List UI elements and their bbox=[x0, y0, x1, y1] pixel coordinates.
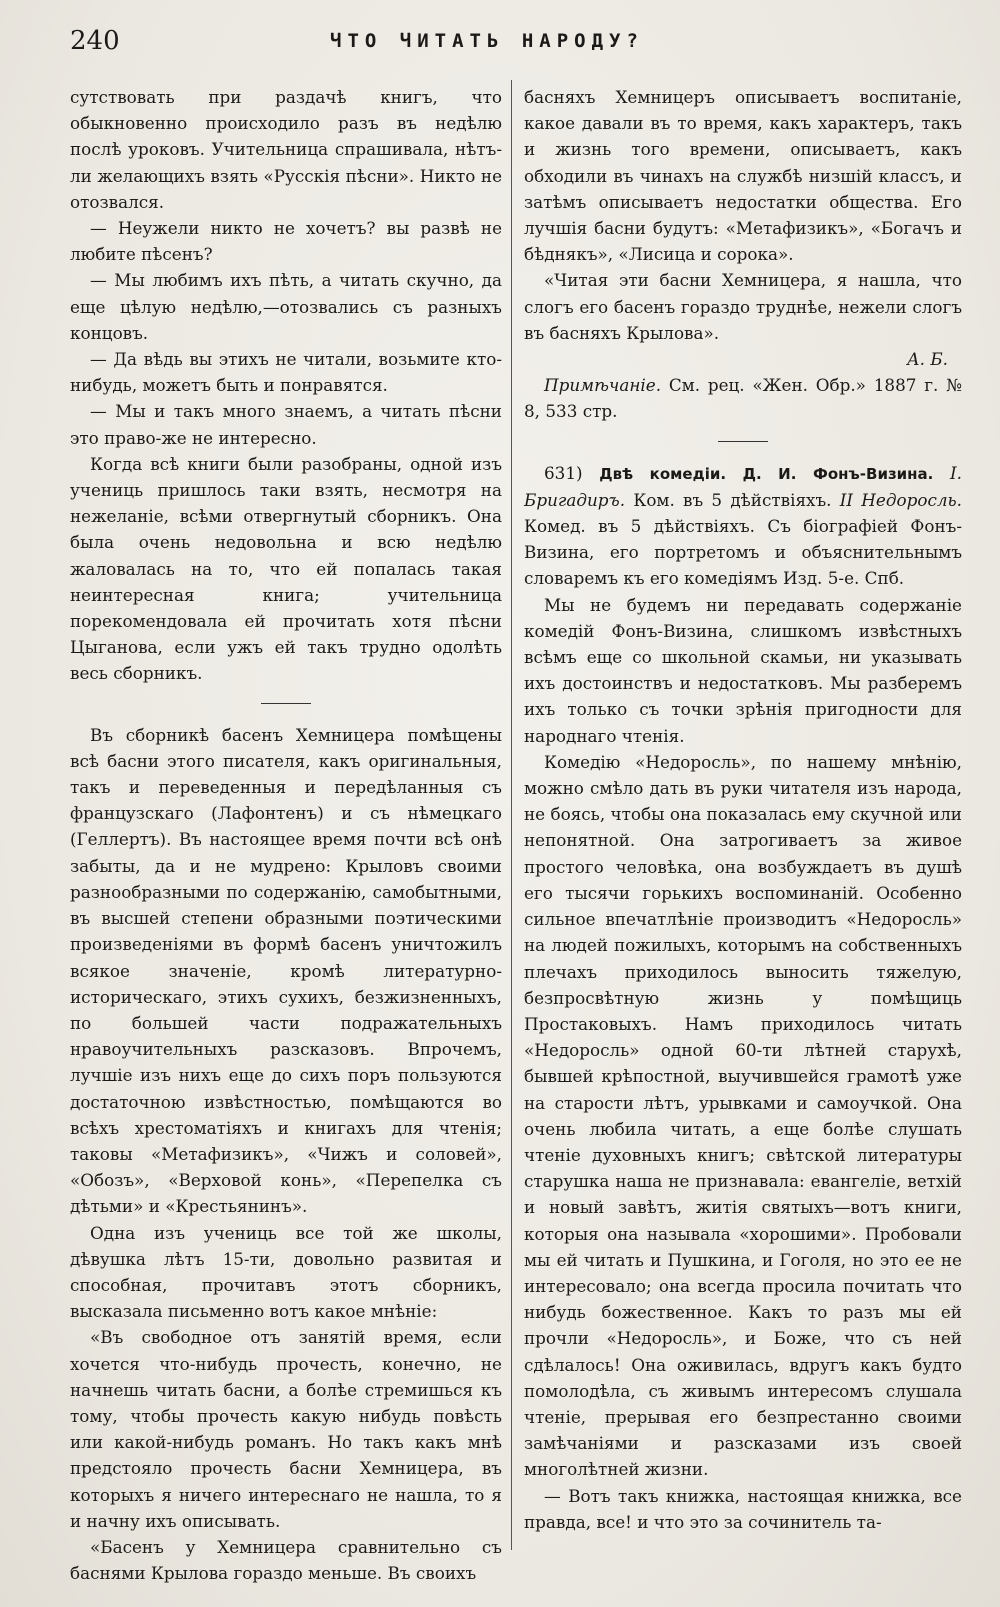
paragraph: Мы не будемъ ни передавать содержаніе комедій Фонъ-Визина, слишкомъ извѣстныхъ всѣмъ еще со школьной скамьи, ни указывать ихъ достоинствъ и недостатковъ. Мы разберемъ ихъ только съ точки зрѣнія пригодности для народнаго чтенія. bbox=[524, 594, 962, 746]
paragraph: Одна изъ учениць все той же школы, дѣвушка лѣтъ 15-ти, довольно развитая и способная, прочитавъ этотъ сборникъ, высказала письменно вотъ какое мнѣніе: bbox=[70, 1222, 502, 1322]
left-column bbox=[70, 84, 502, 1586]
paragraph: Въ сборникѣ басенъ Хемницера помѣщены всѣ басни этого писателя, какъ оригинальныя, такъ и переведенныя и передѣланныя съ французскаго (Лафонтенъ) и съ нѣмецкаго (Геллертъ). Въ настоящее время почти всѣ онѣ забыты, да и не мудрено: Крыловъ своими разнообразными по содержанію, самобытными, въ высшей степени образными поэтическими произведеніями въ формѣ басенъ уничтожилъ всякое значеніе, кромѣ литературно-историческаго, этихъ сухихъ, безжизненныхъ, по большей части подражательныхъ нравоучительныхъ разсказовъ. Впрочемъ, лучшіе изъ нихъ еще до сихъ поръ пользуются достаточною извѣстностью, помѣщаются во всѣхъ хрестоматіяхъ и книгахъ для чтенія; таковы «Метафизикъ», «Чижъ и соловей», «Обозъ», «Верховой конь», «Перепелка съ дѣтьми» и «Крестьянинъ». bbox=[70, 724, 502, 1217]
note-label: Примѣчаніе. bbox=[544, 375, 662, 396]
note bbox=[524, 372, 962, 424]
dialogue-line: — Мы и такъ много знаемъ, а читать пѣсни это право-же не интересно. bbox=[70, 401, 502, 448]
entry-part1-num: I. bbox=[950, 462, 962, 483]
catalog-entry bbox=[524, 460, 962, 592]
page-header bbox=[70, 26, 976, 66]
entry-part2-title: Недоросль. bbox=[861, 489, 963, 510]
dialogue-line: — Неужели никто не хочетъ? вы развѣ не любите пѣсенъ? bbox=[70, 218, 502, 265]
quote-paragraph: «Басенъ у Хемницера сравнительно съ баснями Крылова гораздо меньше. Въ своихъ bbox=[70, 1536, 502, 1584]
dialogue-line: — Да вѣдь вы этихъ не читали, возьмите кто-нибудь, можетъ быть и понравятся. bbox=[70, 349, 502, 396]
dialogue-line: — Вотъ такъ книжка, настоящая книжка, все правда, все! и что это за сочинитель та- bbox=[524, 1485, 962, 1532]
quote-paragraph: «Читая эти басни Хемницера, я нашла, что слогъ его басенъ гораздо труднѣе, нежели слогъ въ басняхъ Крылова». bbox=[524, 270, 962, 343]
column-divider bbox=[511, 80, 512, 1550]
section-separator bbox=[261, 703, 311, 704]
signature: А. Б. bbox=[906, 349, 948, 370]
quote-paragraph: «Въ свободное отъ занятій время, если хочется что-нибудь прочесть, конечно, не начнешь читать басни, а болѣе стремишься къ тому, чтобы прочесть какую нибудь повѣсть или какой-нибудь романъ. Но такъ какъ мнѣ предстояло прочесть басни Хемницера, въ которыхъ я ничего интереснаго не нашла, то я и начну ихъ описывать. bbox=[70, 1327, 502, 1531]
dialogue-line: — Мы любимъ ихъ пѣть, а читать скучно, да еще цѣлую недѣлю,—отозвались съ разныхъ концовъ. bbox=[70, 270, 502, 343]
note-text: См. рец. «Жен. Обр.» 1887 г. № 8, 533 стр. bbox=[524, 375, 962, 422]
paragraph: басняхъ Хемницеръ описываетъ воспитаніе, какое давали въ то время, какъ характеръ, такъ и жизнь того времени, описываетъ, какъ обходили въ чинахъ на службѣ низшій классъ, и затѣмъ описываетъ недостатки общества. Его лучшія басни будутъ: «Метафизикъ», «Богачъ и бѣднякъ», «Лисица и сорока». bbox=[524, 87, 962, 265]
section-separator bbox=[718, 441, 768, 442]
entry-part1-title: Бригадиръ. bbox=[524, 489, 626, 510]
right-column bbox=[524, 84, 962, 1535]
entry-part2-num: II bbox=[839, 489, 854, 510]
entry-number: 631) bbox=[544, 462, 583, 483]
paragraph: Когда всѣ книги были разобраны, одной изъ учениць пришлось таки взять, несмотря на нежеланіе, всѣми отвергнутый сборникъ. Она была очень недовольна и всю недѣлю жаловалась на то, что ей попалась такая неинтересная книга; учительница порекомендовала ей прочитать хотя пѣсни Цыганова, если ужъ ей такъ трудно одолѣть весь сборникъ. bbox=[70, 453, 502, 684]
entry-part1-desc: Ком. въ 5 дѣйствіяхъ. bbox=[633, 489, 832, 510]
paragraph: сутствовать при раздачѣ книгъ, что обыкновенно происходило разъ въ недѣлю послѣ уроковъ. Учительница спрашивала, нѣтъ-ли желающихъ взять «Русскія пѣсни». Никто не отозвался. bbox=[70, 87, 502, 212]
page-number: 240 bbox=[70, 26, 120, 56]
paragraph: Комедію «Недоросль», по нашему мнѣнію, можно смѣло дать въ руки читателя изъ народа, не боясь, чтобы она показалась ему скучной или непонятной. Она затрогиваетъ за живое простого человѣка, она возбуждаетъ въ душѣ его тысячи горькихъ воспоминаній. Особенно сильное впечатлѣніе производитъ «Недоросль» на людей пожилыхъ, которымъ на собственныхъ плечахъ приходилось выносить тяжелую, безпросвѣтную жизнь у помѣщиць Простаковыхъ. Намъ приходилось читать «Недоросль» одной 60-ти лѣтней старухѣ, бывшей крѣпостной, выучившейся грамотѣ уже на старости лѣтъ, урывками и самоучкой. Она очень любила читать, а еще болѣе слушать чтеніе духовныхъ книгъ; свѣтской литературы старушка наша не признавала: евангеліе, ветхій и новый завѣтъ, житія святыхъ—вотъ книги, которыя она называла «хорошими». Пробовали мы ей читать и Пушкина, и Гоголя, но это ее не интересовало; она всегда просила почитать что нибудь божественное. Какъ то разъ мы ей прочли «Недоросль», и Боже, что съ ней сдѣлалось! Она оживилась, вдругъ какъ будто помолодѣла, съ живымъ интересомъ слушала чтеніе, прерывая его безпрестанно своими замѣчаніями и разсказами изъ своей многолѣтней жизни. bbox=[524, 751, 962, 1480]
running-title: ЧТО ЧИТАТЬ НАРОДУ? bbox=[330, 30, 644, 52]
entry-rest: Комед. въ 5 дѣйствіяхъ. Съ біографіей Фонъ-Визина, его портретомъ и объяснительнымъ словаремъ къ его комедіямъ Изд. 5-е. Спб. bbox=[524, 516, 962, 589]
entry-title: Двѣ комедіи. Д. И. Фонъ-Визина. bbox=[599, 464, 934, 483]
